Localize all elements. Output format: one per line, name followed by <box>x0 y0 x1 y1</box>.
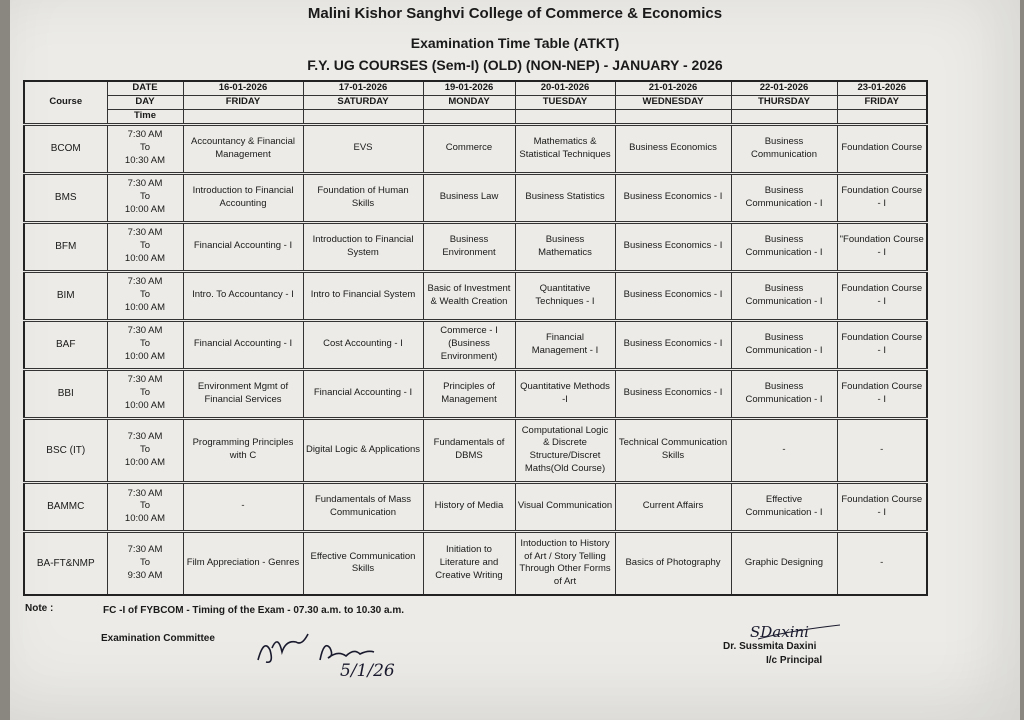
subject-cell: Business Communication - I <box>731 222 837 271</box>
subject-cell: Basic of Investment & Wealth Creation <box>423 271 515 320</box>
time-line: 7:30 AM <box>127 431 163 443</box>
subject-cell: Business Economics <box>615 124 731 173</box>
course-name: BAMMC <box>24 482 107 531</box>
subject-cell: Film Appreciation - Genres <box>183 531 303 595</box>
timetable-body <box>24 124 927 595</box>
time-line: 10:00 AM <box>124 513 166 525</box>
examination-committee: Examination Committee <box>101 633 215 644</box>
time-line: 7:30 AM <box>127 129 163 141</box>
subject-cell: Business Mathematics <box>515 222 615 271</box>
subject-cell: Visual Communication <box>515 482 615 531</box>
note-label: Note : <box>25 603 54 614</box>
subject-cell: Business Communication - I <box>731 271 837 320</box>
day-4: TUESDAY <box>515 95 615 109</box>
subject-cell: Business Economics - I <box>615 369 731 418</box>
subject-cell: Current Affairs <box>615 482 731 531</box>
table-row <box>24 173 927 222</box>
time-line: To <box>139 557 151 569</box>
table-row <box>24 222 927 271</box>
subject-cell: Fundamentals of DBMS <box>423 418 515 482</box>
course-name: BCOM <box>24 124 107 173</box>
time-line: To <box>139 387 151 399</box>
subject-cell: Accountancy & Financial Management <box>183 124 303 173</box>
subject-cell: Programming Principles with C <box>183 418 303 482</box>
time-line: 7:30 AM <box>127 487 163 499</box>
course-name: BBI <box>24 369 107 418</box>
date-6: 22-01-2026 <box>731 81 837 95</box>
subject-cell: Business Economics - I <box>615 173 731 222</box>
subject-cell: Effective Communication Skills <box>303 531 423 595</box>
document-sheet <box>10 0 1020 720</box>
course-header: Course <box>24 81 107 124</box>
day-1: FRIDAY <box>183 95 303 109</box>
principal-name: Dr. Sussmita Daxini <box>723 641 817 652</box>
time-line: 7:30 AM <box>127 374 163 386</box>
course-name: BIM <box>24 271 107 320</box>
time-line: To <box>139 240 151 252</box>
subject-cell: EVS <box>303 124 423 173</box>
subject-cell: Introduction to Financial Accounting <box>183 173 303 222</box>
time-line: 7:30 AM <box>127 276 163 288</box>
time-line: 10:00 AM <box>124 204 166 216</box>
time-line: 10:00 AM <box>124 456 166 468</box>
subject-cell: Business Communication - I <box>731 320 837 369</box>
committee-signature <box>250 620 410 680</box>
subject-cell: Business Communication - I <box>731 369 837 418</box>
time-line: 10:00 AM <box>124 351 166 363</box>
time-line: 7:30 AM <box>127 325 163 337</box>
subject-cell: Financial Accounting - I <box>183 222 303 271</box>
table-row <box>24 271 927 320</box>
exam-timetable <box>23 80 928 596</box>
note-text: FC -I of FYBCOM - Timing of the Exam - 07.30 a.m. to 10.30 a.m. <box>103 605 404 616</box>
subject-cell: Foundation Course - I <box>837 320 927 369</box>
time-line: 10:30 AM <box>124 155 166 167</box>
subject-cell: Intro to Financial System <box>303 271 423 320</box>
table-row <box>24 369 927 418</box>
subject-cell: Cost Accounting - I <box>303 320 423 369</box>
date-3: 19-01-2026 <box>423 81 515 95</box>
course-name: BMS <box>24 173 107 222</box>
date-4: 20-01-2026 <box>515 81 615 95</box>
day-7: FRIDAY <box>837 95 927 109</box>
table-row <box>24 124 927 173</box>
date-2: 17-01-2026 <box>303 81 423 95</box>
subject-cell: Financial Accounting - I <box>183 320 303 369</box>
subject-cell: - <box>731 418 837 482</box>
subject-cell: Commerce <box>423 124 515 173</box>
subject-cell: Business Law <box>423 173 515 222</box>
subject-cell: Financial Management - I <box>515 320 615 369</box>
exam-time <box>107 369 183 418</box>
subject-cell: Graphic Designing <box>731 531 837 595</box>
subject-cell: History of Media <box>423 482 515 531</box>
subject-cell: Technical Communication Skills <box>615 418 731 482</box>
date-label: DATE <box>107 81 183 95</box>
subject-cell: Foundation Course - I <box>837 482 927 531</box>
time-line: To <box>139 289 151 301</box>
subject-cell: Foundation Course - I <box>837 173 927 222</box>
course-name: BAF <box>24 320 107 369</box>
subject-cell: Quantitative Methods -I <box>515 369 615 418</box>
exam-time <box>107 418 183 482</box>
subject-cell: Business Environment <box>423 222 515 271</box>
time-line: 10:00 AM <box>124 400 166 412</box>
exam-time <box>107 531 183 595</box>
college-name: Malini Kishor Sanghvi College of Commerce & Economics <box>307 5 723 22</box>
subject-cell: Foundation Course - I <box>837 271 927 320</box>
document-subtitle: F.Y. UG COURSES (Sem-I) (OLD) (NON-NEP) - JANUARY - 2026 <box>307 57 723 73</box>
exam-time <box>107 320 183 369</box>
exam-time <box>107 482 183 531</box>
subject-cell: - <box>837 418 927 482</box>
subject-cell: Business Economics - I <box>615 320 731 369</box>
subject-cell: - <box>183 482 303 531</box>
day-label: DAY <box>107 95 183 109</box>
date-7: 23-01-2026 <box>837 81 927 95</box>
date-5: 21-01-2026 <box>615 81 731 95</box>
subject-cell: Fundamentals of Mass Communication <box>303 482 423 531</box>
subject-cell: Effective Communication - I <box>731 482 837 531</box>
subject-cell: Foundation Course - I <box>837 369 927 418</box>
subject-cell: Initiation to Literature and Creative Writing <box>423 531 515 595</box>
time-line: 7:30 AM <box>127 178 163 190</box>
time-line: 10:00 AM <box>124 302 166 314</box>
time-line: 10:00 AM <box>124 253 166 265</box>
time-line: To <box>139 443 151 455</box>
subject-cell: Quantitative Techniques - I <box>515 271 615 320</box>
course-name: BA-FT&NMP <box>24 531 107 595</box>
subject-cell: Computational Logic & Discrete Structure/Discret Maths(Old Course) <box>515 418 615 482</box>
time-line: 7:30 AM <box>127 544 163 556</box>
principal-title: I/c Principal <box>766 655 823 666</box>
subject-cell: Business Statistics <box>515 173 615 222</box>
subject-cell: Introduction to Financial System <box>303 222 423 271</box>
subject-cell: Principles of Management <box>423 369 515 418</box>
time-line: To <box>139 142 151 154</box>
subject-cell: Digital Logic & Applications <box>303 418 423 482</box>
exam-time <box>107 271 183 320</box>
table-row <box>24 320 927 369</box>
subject-cell: "Foundation Course - I <box>837 222 927 271</box>
subject-cell: Financial Accounting - I <box>303 369 423 418</box>
table-row <box>24 482 927 531</box>
table-row <box>24 531 927 595</box>
subject-cell: Business Economics - I <box>615 271 731 320</box>
subject-cell: Intro. To Accountancy - I <box>183 271 303 320</box>
subject-cell: Business Communication - I <box>731 173 837 222</box>
course-name: BFM <box>24 222 107 271</box>
subject-cell: Mathematics & Statistical Techniques <box>515 124 615 173</box>
time-label: Time <box>107 109 183 124</box>
subject-cell: Business Communication <box>731 124 837 173</box>
day-6: THURSDAY <box>731 95 837 109</box>
time-line: To <box>139 191 151 203</box>
time-line: 9:30 AM <box>127 569 163 581</box>
subject-cell: - <box>837 531 927 595</box>
day-5: WEDNESDAY <box>615 95 731 109</box>
subject-cell: Intoduction to History of Art / Story Telling Through Other Forms of Art <box>515 531 615 595</box>
exam-time <box>107 222 183 271</box>
subject-cell: Foundation of Human Skills <box>303 173 423 222</box>
signature-date: 5/1/26 <box>340 661 395 680</box>
subject-cell: Basics of Photography <box>615 531 731 595</box>
subject-cell: Commerce - I (Business Environment) <box>423 320 515 369</box>
table-row <box>24 418 927 482</box>
document-title: Examination Time Table (ATKT) <box>410 35 620 51</box>
course-name: BSC (IT) <box>24 418 107 482</box>
day-2: SATURDAY <box>303 95 423 109</box>
subject-cell: Business Economics - I <box>615 222 731 271</box>
exam-time <box>107 173 183 222</box>
date-1: 16-01-2026 <box>183 81 303 95</box>
time-line: To <box>139 338 151 350</box>
time-line: 7:30 AM <box>127 227 163 239</box>
day-3: MONDAY <box>423 95 515 109</box>
time-line: To <box>139 500 151 512</box>
exam-time <box>107 124 183 173</box>
principal-signature-text: SDaxini <box>750 623 809 641</box>
subject-cell: Foundation Course <box>837 124 927 173</box>
subject-cell: Environment Mgmt of Financial Services <box>183 369 303 418</box>
